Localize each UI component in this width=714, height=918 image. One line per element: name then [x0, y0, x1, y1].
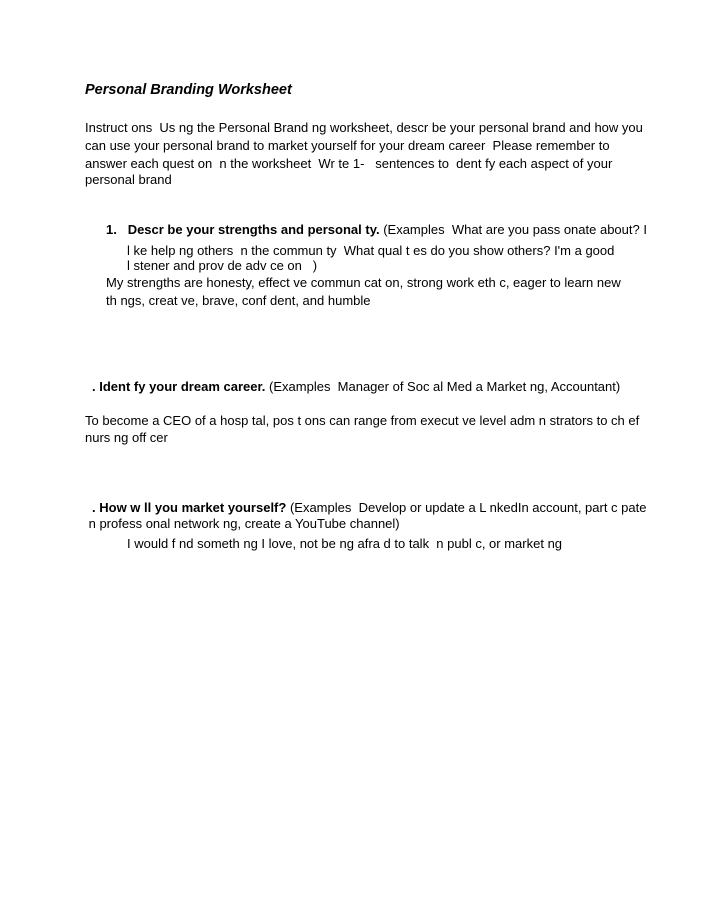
question-3-heading: How w ll you market yourself? — [99, 500, 287, 515]
question-2-examples: (Examples Manager of Soc al Med a Market ng, Accountant) — [265, 379, 621, 394]
question-2-heading: Ident fy your dream career. — [99, 379, 266, 394]
answer-2-line-1: To become a CEO of a hosp tal, pos t ons can range from execut ve level adm n strators to ch ef — [85, 413, 640, 428]
question-3-examples-line-1: (Examples Develop or update a L nkedIn account, part c pate — [286, 500, 647, 515]
instructions-line-3: answer each quest on n the worksheet Wr te 1- sentences to dent fy each aspect of your — [85, 156, 613, 171]
answer-1-line-2: th ngs, creat ve, brave, conf dent, and humble — [106, 293, 371, 308]
question-2 — [92, 379, 620, 395]
instructions-line-1: Instruct ons Us ng the Personal Brand ng worksheet, descr be your personal brand and how you — [85, 120, 643, 135]
question-1-number: 1. — [106, 222, 117, 237]
question-1-examples-line-2: l ke help ng others n the commun ty What qual t es do you show others? I'm a good — [127, 243, 615, 258]
question-1-heading: Descr be your strengths and personal ty. — [127, 222, 380, 237]
instructions-line-2: can use your personal brand to market yourself for your dream career Please remember to — [85, 138, 610, 153]
answer-2-line-2: nurs ng off cer — [85, 430, 168, 445]
question-3-number: . — [92, 500, 100, 515]
question-1 — [106, 222, 647, 238]
question-1-examples-line-3: l stener and prov de adv ce on ) — [127, 258, 318, 273]
instructions-line-4: personal brand — [85, 172, 172, 187]
worksheet-title: Personal Branding Worksheet — [85, 82, 292, 98]
question-3-examples-line-2: n profess onal network ng, create a YouTube channel) — [85, 516, 400, 531]
answer-1-line-1: My strengths are honesty, effect ve commun cat on, strong work eth c, eager to learn new — [106, 275, 621, 290]
answer-3-line-1: I would f nd someth ng I love, not be ng afra d to talk n publ c, or market ng — [127, 536, 563, 551]
question-1-examples-line-1: (Examples What are you pass onate about? I — [379, 222, 647, 237]
question-2-number: . — [92, 379, 100, 394]
question-3 — [92, 500, 646, 516]
